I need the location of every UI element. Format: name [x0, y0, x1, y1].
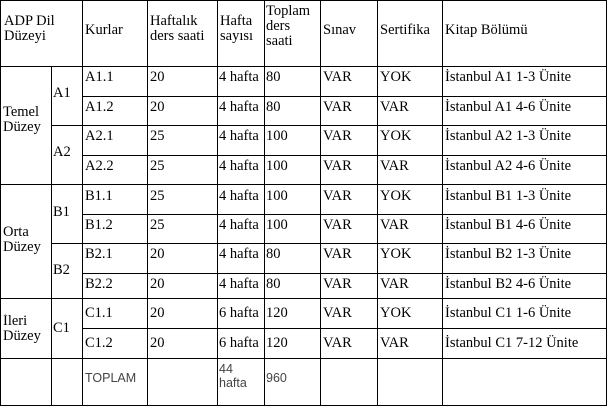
total-hours-cell: 120: [266, 335, 288, 351]
weekly-hours-cell: 25: [150, 158, 165, 174]
certificate-cell: YOK: [380, 69, 412, 85]
certificate-cell: YOK: [380, 128, 412, 144]
course-cell: C1.1: [85, 305, 113, 321]
sublevel-a1: A1: [53, 85, 71, 101]
group-advanced: İleri Düzey: [3, 314, 41, 344]
total-hours-cell: 80: [266, 99, 281, 115]
course-cell: A2.1: [85, 128, 114, 144]
weeks-cell: 6 hafta: [219, 335, 259, 351]
header-level: ADP Dil Düzeyi: [4, 14, 55, 44]
weeks-cell: 4 hafta: [219, 158, 259, 174]
book-section-cell: İstanbul A1 4-6 Ünite: [445, 99, 572, 115]
book-section-cell: İstanbul B1 4-6 Ünite: [445, 217, 572, 233]
weekly-hours-cell: 25: [150, 128, 165, 144]
certificate-cell: VAR: [380, 335, 409, 351]
book-section-cell: İstanbul A2 4-6 Ünite: [445, 158, 572, 174]
header-courses: Kurlar: [85, 22, 123, 38]
course-cell: B1.2: [85, 217, 113, 233]
sublevel-divider: [51, 358, 52, 406]
total-hours-cell: 120: [266, 305, 288, 321]
header-weekly-hours: Haftalık ders saati: [150, 14, 205, 44]
certificate-cell: YOK: [380, 246, 412, 262]
course-cell: A1.1: [85, 69, 114, 85]
course-cell: B2.2: [85, 276, 113, 292]
weeks-cell: 4 hafta: [219, 188, 259, 204]
certificate-cell: VAR: [380, 158, 409, 174]
weekly-hours-cell: 25: [150, 217, 165, 233]
total-hours-cell: 100: [266, 188, 288, 204]
column-divider: [264, 0, 265, 406]
book-section-cell: İstanbul A1 1-3 Ünite: [445, 69, 572, 85]
total-hours: 960: [266, 371, 287, 385]
group-basic: Temel Düzey: [3, 105, 41, 135]
column-divider: [147, 0, 148, 406]
column-divider: [82, 0, 83, 406]
weeks-cell: 4 hafta: [219, 99, 259, 115]
column-divider: [442, 0, 443, 406]
total-divider: [0, 358, 607, 359]
group-divider: [0, 298, 607, 299]
header-exam: Sınav: [323, 22, 357, 38]
weekly-hours-cell: 20: [150, 99, 165, 115]
book-section-cell: İstanbul B1 1-3 Ünite: [445, 188, 572, 204]
total-hours-cell: 100: [266, 217, 288, 233]
certificate-cell: VAR: [380, 99, 409, 115]
book-section-cell: İstanbul C1 1-6 Ünite: [445, 305, 572, 321]
course-cell: A2.2: [85, 158, 114, 174]
total-hours-cell: 100: [266, 128, 288, 144]
weeks-cell: 4 hafta: [219, 276, 259, 292]
exam-cell: VAR: [323, 276, 352, 292]
header-divider: [0, 66, 607, 67]
row-divider: [51, 243, 607, 244]
weekly-hours-cell: 20: [150, 305, 165, 321]
row-divider: [82, 214, 607, 215]
certificate-cell: YOK: [380, 188, 412, 204]
weekly-hours-cell: 25: [150, 188, 165, 204]
sublevel-b1: B1: [53, 204, 70, 220]
header-weeks: Hafta sayısı: [220, 14, 254, 44]
weeks-cell: 4 hafta: [219, 246, 259, 262]
header-certificate: Sertifika: [380, 22, 430, 38]
exam-cell: VAR: [323, 128, 352, 144]
weekly-hours-cell: 20: [150, 246, 165, 262]
exam-cell: VAR: [323, 188, 352, 204]
weeks-cell: 6 hafta: [219, 305, 259, 321]
exam-cell: VAR: [323, 335, 352, 351]
header-book-section: Kitap Bölümü: [445, 22, 528, 38]
book-section-cell: İstanbul A2 1-3 Ünite: [445, 128, 572, 144]
exam-cell: VAR: [323, 69, 352, 85]
book-section-cell: İstanbul C1 7-12 Ünite: [445, 335, 579, 351]
certificate-cell: VAR: [380, 217, 409, 233]
row-divider: [82, 273, 607, 274]
weeks-cell: 4 hafta: [219, 128, 259, 144]
course-cell: A1.2: [85, 99, 114, 115]
weeks-cell: 4 hafta: [219, 217, 259, 233]
table-border-left: [0, 0, 1, 406]
row-divider: [51, 125, 607, 126]
total-hours-cell: 80: [266, 276, 281, 292]
row-divider: [82, 328, 607, 329]
book-section-cell: İstanbul B2 4-6 Ünite: [445, 276, 572, 292]
column-divider: [377, 0, 378, 406]
certificate-cell: YOK: [380, 305, 412, 321]
weekly-hours-cell: 20: [150, 69, 165, 85]
row-divider: [82, 96, 607, 97]
exam-cell: VAR: [323, 217, 352, 233]
exam-cell: VAR: [323, 305, 352, 321]
total-hours-cell: 80: [266, 246, 281, 262]
course-cell: B2.1: [85, 246, 113, 262]
course-cell: B1.1: [85, 188, 113, 204]
exam-cell: VAR: [323, 99, 352, 115]
total-hours-cell: 80: [266, 69, 281, 85]
total-label: TOPLAM: [85, 371, 137, 385]
group-divider: [0, 184, 607, 185]
weekly-hours-cell: 20: [150, 276, 165, 292]
sublevel-c1: C1: [53, 320, 70, 336]
total-weeks: 44 hafta: [219, 362, 247, 390]
total-hours-cell: 100: [266, 158, 288, 174]
exam-cell: VAR: [323, 158, 352, 174]
header-total-hours: Toplam ders saati: [266, 4, 311, 49]
weeks-cell: 4 hafta: [219, 69, 259, 85]
weekly-hours-cell: 20: [150, 335, 165, 351]
column-divider: [320, 0, 321, 406]
sublevel-a2: A2: [53, 144, 71, 160]
table-border-top: [0, 0, 607, 1]
sublevel-divider: [51, 66, 52, 358]
course-cell: C1.2: [85, 335, 113, 351]
book-section-cell: İstanbul B2 1-3 Ünite: [445, 246, 572, 262]
exam-cell: VAR: [323, 246, 352, 262]
column-divider: [217, 0, 218, 406]
sublevel-b2: B2: [53, 262, 70, 278]
group-intermediate: Orta Düzey: [3, 225, 41, 255]
certificate-cell: VAR: [380, 276, 409, 292]
row-divider: [82, 155, 607, 156]
